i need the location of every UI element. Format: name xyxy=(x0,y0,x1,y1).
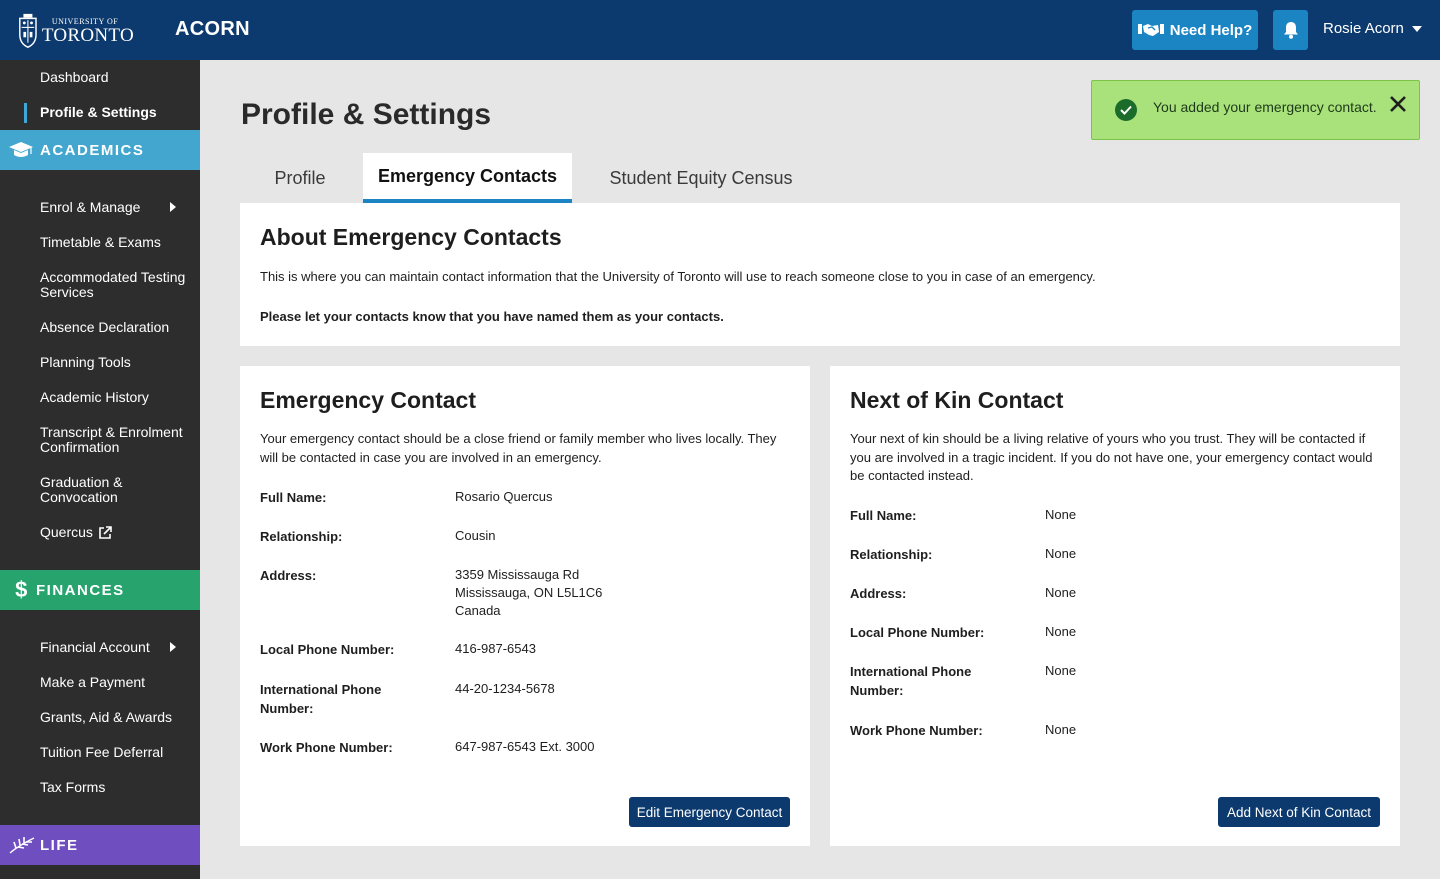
about-title: About Emergency Contacts xyxy=(260,224,562,250)
close-icon[interactable] xyxy=(1388,94,1408,114)
sidebar-item-quercus-label: Quercus xyxy=(40,524,93,540)
sidebar-item-accommodated-testing[interactable]: Accommodated Testing Services xyxy=(40,269,186,300)
tab-profile[interactable]: Profile xyxy=(274,167,326,188)
sidebar-item-transcript[interactable]: Transcript & Enrolment Confirmation xyxy=(40,424,183,455)
sidebar-item-grants-aid[interactable]: Grants, Aid & Awards xyxy=(40,709,173,725)
kin-description: Your next of kin should be a living relative of yours who you trust. They will be contacted if you are involved in a tragic incident. If you do not have one, your emergency contact would be contacted instead. xyxy=(850,431,1373,483)
chevron-right-icon xyxy=(170,642,176,652)
field-label-relationship: Relationship: xyxy=(850,547,933,562)
field-label-work-phone: Work Phone Number: xyxy=(260,740,393,755)
about-note: Please let your contacts know that you have named them as your contacts. xyxy=(260,309,724,324)
need-help-label: Need Help? xyxy=(1169,21,1253,39)
field-label-full-name: Full Name: xyxy=(260,490,327,505)
section-finances[interactable] xyxy=(0,570,200,610)
field-label-full-name: Full Name: xyxy=(850,508,917,523)
sidebar-item-make-payment[interactable]: Make a Payment xyxy=(40,674,146,690)
bell-icon xyxy=(1283,21,1299,39)
sidebar-item-profile-settings[interactable]: Profile & Settings xyxy=(40,104,157,120)
field-value-full-name: None xyxy=(1045,507,1077,522)
sidebar-item-planning-tools[interactable]: Planning Tools xyxy=(40,354,131,370)
university-logo[interactable] xyxy=(18,10,134,52)
toast-message: You added your emergency contact. xyxy=(1153,99,1377,115)
user-name: Rosie Acorn xyxy=(1323,20,1404,37)
section-academics-label: ACADEMICS xyxy=(40,141,145,159)
app-name[interactable]: ACORN xyxy=(175,18,250,40)
section-academics[interactable] xyxy=(0,130,200,170)
emergency-description: Your emergency contact should be a close friend or family member who lives locally. They will be contacted in case you are involved in an emergency. xyxy=(260,431,777,465)
field-label-local-phone: Local Phone Number: xyxy=(260,642,395,657)
field-label-international-phone: International Phone Number: xyxy=(260,682,382,716)
field-value-address-line-2: Mississauga, ON L5L1C6 xyxy=(455,585,603,600)
field-value-full-name: Rosario Quercus xyxy=(455,489,553,504)
page-title: Profile & Settings xyxy=(241,98,492,131)
notifications-button[interactable] xyxy=(1273,10,1308,50)
tab-student-equity-census[interactable]: Student Equity Census xyxy=(609,167,793,188)
logo-small-text: UNIVERSITY OF xyxy=(51,16,119,26)
sidebar-item-timetable-exams[interactable]: Timetable & Exams xyxy=(40,234,161,250)
field-label-address: Address: xyxy=(850,586,907,601)
sidebar-item-academic-history[interactable]: Academic History xyxy=(40,389,149,405)
logo-big-text: TORONTO xyxy=(41,24,134,46)
crest-icon xyxy=(18,11,38,51)
tab-emergency-contacts[interactable]: Emergency Contacts xyxy=(363,153,572,203)
active-indicator xyxy=(24,103,27,123)
field-value-address-line-1: 3359 Mississauga Rd xyxy=(455,567,580,582)
field-value-international-phone: 44-20-1234-5678 xyxy=(455,681,555,696)
chevron-down-icon xyxy=(1412,26,1422,32)
sidebar-item-quercus[interactable] xyxy=(40,525,190,540)
next-of-kin-card xyxy=(830,366,1400,846)
sidebar-item-absence-declaration[interactable]: Absence Declaration xyxy=(40,319,170,335)
external-link-icon xyxy=(98,526,112,540)
sidebar xyxy=(0,60,200,879)
field-value-work-phone: None xyxy=(1045,722,1077,737)
about-card xyxy=(240,203,1400,346)
top-bar xyxy=(0,0,1440,60)
field-value-local-phone: None xyxy=(1045,624,1077,639)
sidebar-item-tax-forms[interactable]: Tax Forms xyxy=(40,779,106,795)
graduation-cap-icon xyxy=(8,142,34,158)
kin-title: Next of Kin Contact xyxy=(850,387,1064,413)
leaf-icon xyxy=(8,836,36,854)
field-label-address: Address: xyxy=(260,568,317,583)
section-life-label: LIFE xyxy=(40,836,79,854)
field-value-work-phone: 647-987-6543 Ext. 3000 xyxy=(455,739,595,754)
check-circle-icon xyxy=(1115,99,1137,121)
emergency-contact-card xyxy=(240,366,810,846)
emergency-title: Emergency Contact xyxy=(260,387,477,413)
sidebar-item-tuition-deferral[interactable]: Tuition Fee Deferral xyxy=(40,744,164,760)
sidebar-item-dashboard[interactable]: Dashboard xyxy=(40,69,109,85)
sidebar-item-graduation[interactable]: Graduation & Convocation xyxy=(40,474,123,505)
section-life[interactable] xyxy=(0,825,200,865)
success-toast xyxy=(1091,80,1420,140)
handshake-icon xyxy=(1138,22,1164,38)
sidebar-item-enrol-manage[interactable]: Enrol & Manage xyxy=(40,199,141,215)
user-menu[interactable] xyxy=(1323,20,1422,37)
need-help-button[interactable] xyxy=(1132,10,1258,50)
field-value-international-phone: None xyxy=(1045,663,1077,678)
dollar-icon: $ xyxy=(15,577,29,602)
field-value-address-line-3: Canada xyxy=(455,603,501,618)
field-label-relationship: Relationship: xyxy=(260,529,343,544)
section-finances-label: FINANCES xyxy=(36,581,125,599)
field-label-work-phone: Work Phone Number: xyxy=(850,723,983,738)
add-next-of-kin-button[interactable]: Add Next of Kin Contact xyxy=(1218,797,1380,827)
field-value-local-phone: 416-987-6543 xyxy=(455,641,536,656)
sidebar-item-financial-account[interactable]: Financial Account xyxy=(40,639,150,655)
chevron-right-icon xyxy=(170,202,176,212)
field-value-relationship: None xyxy=(1045,546,1077,561)
about-text: This is where you can maintain contact information that the University of Toronto will use to reach someone close to you in case of an emergency. xyxy=(260,269,1096,284)
field-label-international-phone: International Phone Number: xyxy=(850,664,972,698)
edit-emergency-contact-button[interactable]: Edit Emergency Contact xyxy=(629,797,790,827)
field-value-address: None xyxy=(1045,585,1077,600)
field-label-local-phone: Local Phone Number: xyxy=(850,625,985,640)
field-value-relationship: Cousin xyxy=(455,528,496,543)
